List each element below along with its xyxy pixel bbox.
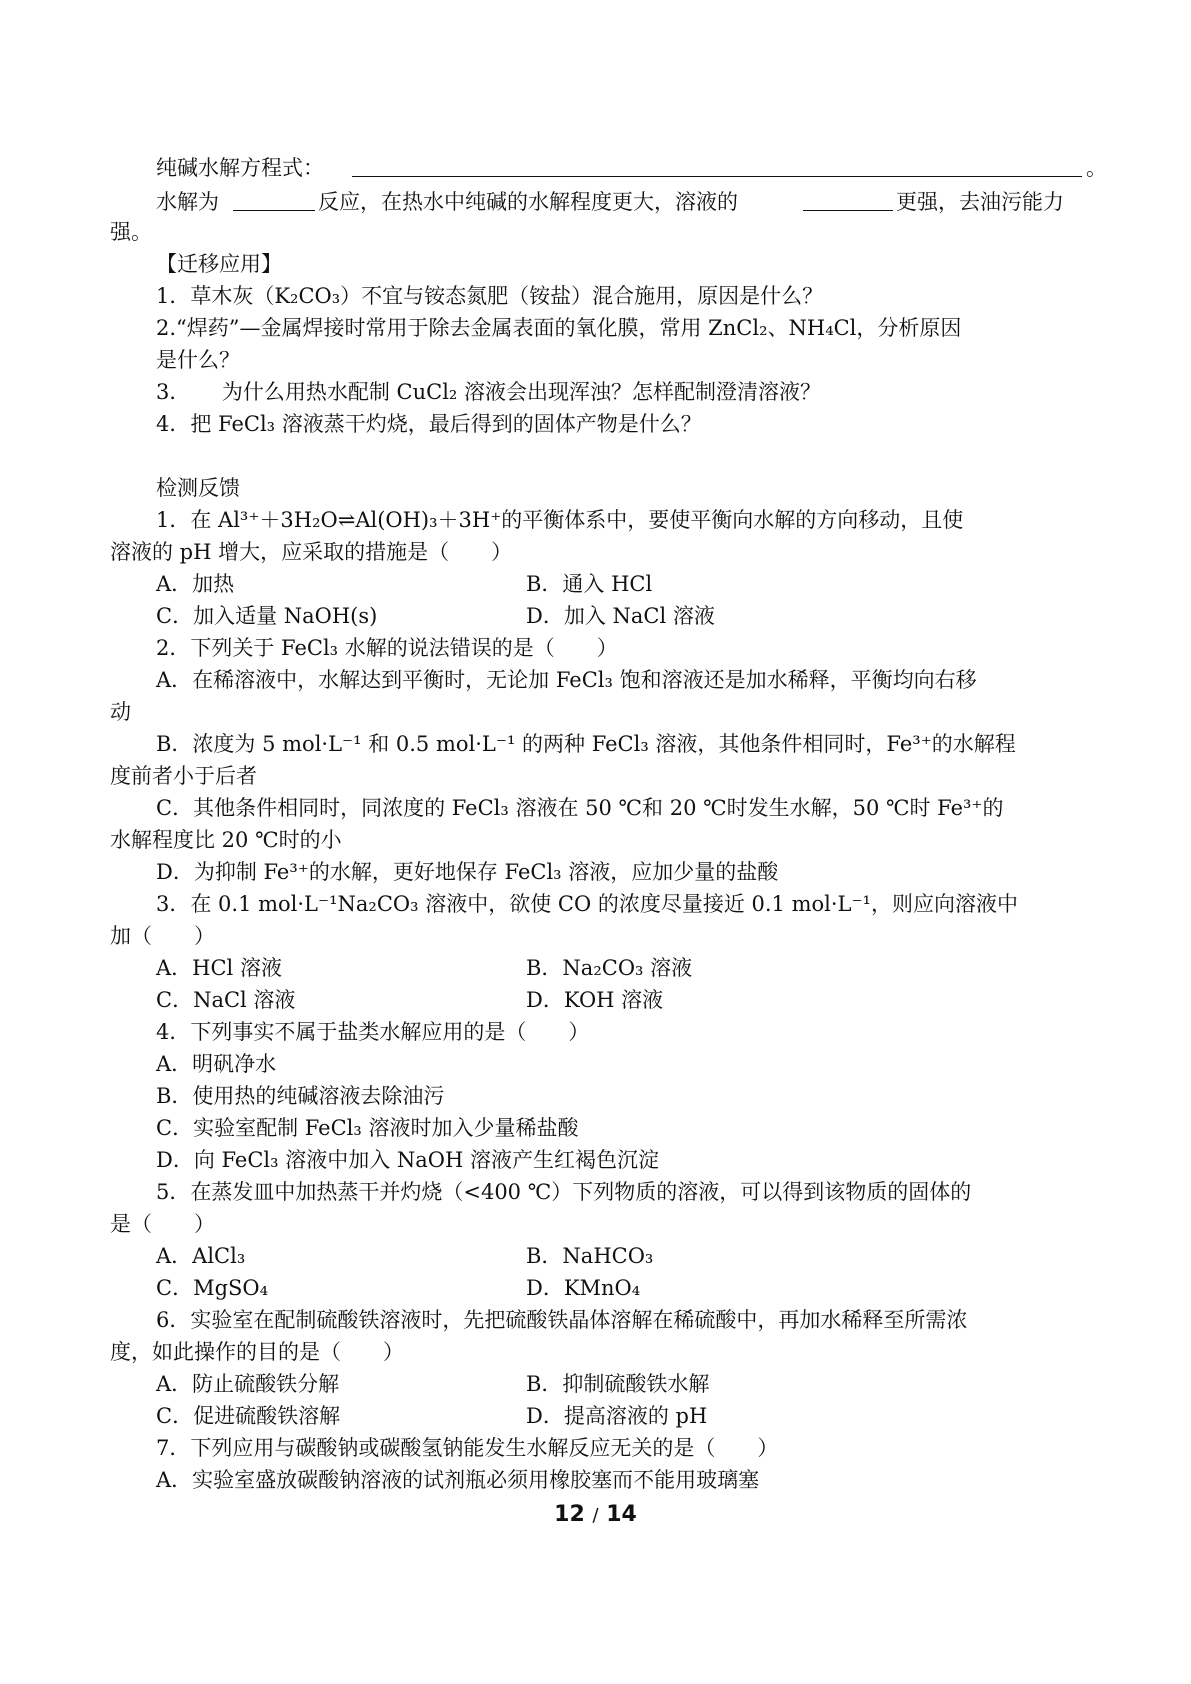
- fb-question-7: 7．下列应用与碳酸钠或碳酸氢钠能发生水解反应无关的是（ ）: [156, 1436, 779, 1460]
- options-row: [0, 984, 1191, 1016]
- option-d: D．加入 NaCl 溶液: [526, 604, 715, 628]
- fb-question-5: 5．在蒸发皿中加热蒸干并灼烧（<400 ℃）下列物质的溶液，可以得到该物质的固体的: [156, 1180, 972, 1204]
- options-row: [0, 1368, 1191, 1400]
- text-line: 强。: [110, 220, 152, 244]
- question-2: 2.“焊药”—金属焊接时常用于除去金属表面的氧化膜，常用 ZnCl₂、NH₄Cl，分析原因: [156, 316, 962, 340]
- option-c: C．加入适量 NaOH(s): [156, 604, 378, 628]
- fb-question-5-cont: 是（ ）: [110, 1212, 215, 1236]
- page-current: 12: [554, 1502, 585, 1527]
- fb-question-1-cont: 溶液的 pH 增大，应采取的措施是（ ）: [110, 540, 513, 564]
- options-row: [0, 1240, 1191, 1272]
- equation-line: [0, 152, 1191, 184]
- equation-blank: [352, 154, 1082, 177]
- equation-label: 纯碱水解方程式：: [156, 156, 324, 180]
- question-4: 4．把 FeCl₃ 溶液蒸干灼烧，最后得到的固体产物是什么？: [156, 412, 702, 436]
- option-b: B．NaHCO₃: [526, 1244, 654, 1268]
- option-b: B．浓度为 5 mol·L⁻¹ 和 0.5 mol·L⁻¹ 的两种 FeCl₃ 溶液，其他条件相同时，Fe³⁺的水解程: [156, 732, 1016, 756]
- fb-question-6: 6．实验室在配制硫酸铁溶液时，先把硫酸铁晶体溶解在稀硫酸中，再加水稀释至所需浓: [156, 1308, 968, 1332]
- options-row: [0, 952, 1191, 984]
- option-c: C．MgSO₄: [156, 1276, 269, 1300]
- blank-reaction-type: [233, 188, 315, 211]
- options-row: [0, 1272, 1191, 1304]
- option-a: A．HCl 溶液: [156, 956, 282, 980]
- question-2-cont: 是什么？: [156, 348, 240, 372]
- fb-question-3: 3．在 0.1 mol·L⁻¹Na₂CO₃ 溶液中，欲使 CO 的浓度尽量接近 0.1 mol·L⁻¹，则应向溶液中: [156, 892, 1018, 916]
- hydrolysis-line: [0, 186, 1191, 218]
- section-heading: 【迁移应用】: [156, 252, 282, 276]
- option-b: B．Na₂CO₃ 溶液: [526, 956, 693, 980]
- option-c: C．促进硫酸铁溶解: [156, 1404, 341, 1428]
- question-3: 3． 为什么用热水配制 CuCl₂ 溶液会出现浑浊？怎样配制澄清溶液？: [156, 380, 822, 404]
- text-segment: 水解为: [156, 190, 219, 214]
- option-c-cont: 水解程度比 20 ℃时的小: [110, 828, 342, 852]
- page-number: [0, 1500, 1191, 1531]
- option-b: B．通入 HCl: [526, 572, 653, 596]
- option-d: D．提高溶液的 pH: [526, 1404, 708, 1428]
- page-total: 14: [606, 1502, 637, 1527]
- option-d: D．为抑制 Fe³⁺的水解，更好地保存 FeCl₃ 溶液，应加少量的盐酸: [156, 860, 779, 884]
- option-a: A．在稀溶液中，水解达到平衡时，无论加 FeCl₃ 饱和溶液还是加水稀释，平衡均向右移: [156, 668, 977, 692]
- option-a: A．明矾净水: [156, 1052, 277, 1076]
- fb-question-2: 2．下列关于 FeCl₃ 水解的说法错误的是（ ）: [156, 636, 618, 660]
- option-a: A．AlCl₃: [156, 1244, 246, 1268]
- question-1: 1．草木灰（K₂CO₃）不宜与铵态氮肥（铵盐）混合施用，原因是什么？: [156, 284, 824, 308]
- text-segment: 更强，去油污能力: [896, 190, 1064, 214]
- option-b-cont: 度前者小于后者: [110, 764, 257, 788]
- option-d: D．KMnO₄: [526, 1276, 641, 1300]
- option-d: D．KOH 溶液: [526, 988, 664, 1012]
- option-c: C．其他条件相同时，同浓度的 FeCl₃ 溶液在 50 ℃和 20 ℃时发生水解，50 ℃时 Fe³⁺的: [156, 796, 1004, 820]
- option-b: B．抑制硫酸铁水解: [526, 1372, 710, 1396]
- options-row: [0, 568, 1191, 600]
- option-a-cont: 动: [110, 700, 131, 724]
- option-c: C．NaCl 溶液: [156, 988, 296, 1012]
- options-row: [0, 1400, 1191, 1432]
- options-row: [0, 600, 1191, 632]
- section-heading: 检测反馈: [156, 476, 240, 500]
- option-c: C．实验室配制 FeCl₃ 溶液时加入少量稀盐酸: [156, 1116, 579, 1140]
- option-b: B．使用热的纯碱溶液去除油污: [156, 1084, 445, 1108]
- option-a: A．实验室盛放碳酸钠溶液的试剂瓶必须用橡胶塞而不能用玻璃塞: [156, 1468, 760, 1492]
- option-a: A．防止硫酸铁分解: [156, 1372, 340, 1396]
- equation-end: 。: [1086, 156, 1107, 180]
- text-segment: 反应，在热水中纯碱的水解程度更大，溶液的: [318, 190, 738, 214]
- fb-question-1: 1．在 Al³⁺＋3H₂O⇌Al(OH)₃＋3H⁺的平衡体系中，要使平衡向水解的方向移动，且使: [156, 508, 964, 532]
- blank-property: [803, 188, 893, 211]
- option-a: A．加热: [156, 572, 235, 596]
- fb-question-6-cont: 度，如此操作的目的是（ ）: [110, 1340, 404, 1364]
- option-d: D．向 FeCl₃ 溶液中加入 NaOH 溶液产生红褐色沉淀: [156, 1148, 660, 1172]
- fb-question-3-cont: 加（ ）: [110, 924, 215, 948]
- fb-question-4: 4．下列事实不属于盐类水解应用的是（ ）: [156, 1020, 590, 1044]
- page-separator: /: [592, 1505, 599, 1526]
